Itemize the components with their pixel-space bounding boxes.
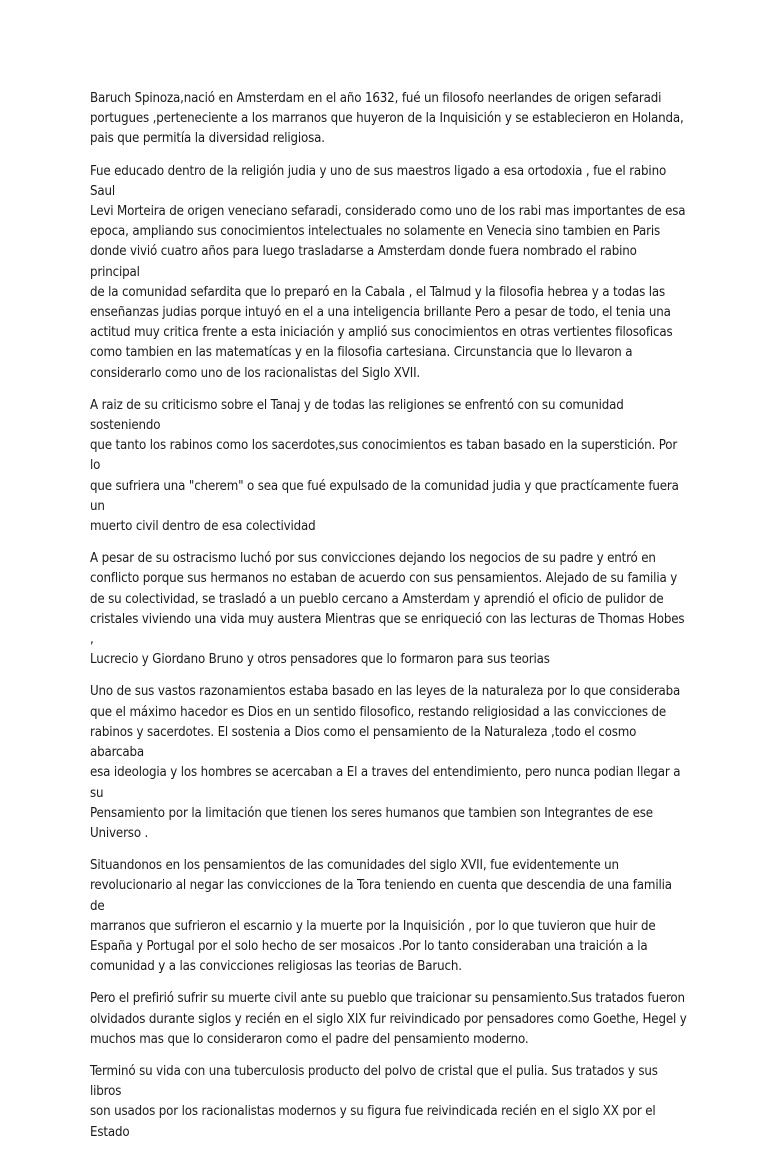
paragraph-education: Fue educado dentro de la religión judia y uno de sus maestros ligado a esa ortodoxia , fue el rabino Saul Levi Morteira de origen veneciano sefaradi, considerado como uno de los rabi mas importantes de esa epoca, ampliando sus conocimientos intelectuales no solamente en Venecia sino tambien en Paris donde vivió cuatro años para luego trasladarse a Amsterdam donde fuera nombrado el rabino principal de la comunidad sefardita que lo preparó en la Cabala , el Talmud y la filosofia hebrea y a todas las enseñanzas judias porque intuyó en el a una inteligencia brillante Pero a pesar de todo, el tenia una actitud muy critica frente a esta iniciación y amplió sus conocimientos en otras vertientes filosoficas como tambien en las matematícas y en la filosofia cartesiana. Circunstancia que lo llevaron a considerarlo como uno de los racionalistas del Siglo XVII. [90,163,686,381]
paragraph-death: Terminó su vida con una tuberculosis producto del polvo de cristal que el pulia. Sus tratados y sus libros son usados por los racionalistas modernos y su figura fue reivindicada recién en el siglo XX por el Estado [90,1063,658,1140]
paragraph-legacy: Pero el prefirió sufrir su muerte civil ante su pueblo que traicionar su pensamiento.Sus tratados fueron olvidados durante siglos y recién en el siglo XIX fur reivindicado por pensadores como Goethe, Hegel y muchos mas que lo consideraron como el padre del pensamiento moderno. [90,991,687,1047]
paragraph-revolutionary: Situandonos en los pensamientos de las comunidades del siglo XVII, fue evidentemente un revolucionario al negar las convicciones de la Tora teniendo en cuenta que descendia de una familia de marranos que sufrieron el escarnio y la muerte por la Inquisición , por lo que tuvieron que huir de España y Portugal por el solo hecho de ser mosaicos .Por lo tanto consideraban una traición a la comunidad y a las convicciones religiosas las teorias de Baruch. [90,858,672,975]
paragraph-criticism: A raiz de su criticismo sobre el Tanaj y de todas las religiones se enfrentó con su comunidad sosteniendo que tanto los rabinos como los sacerdotes,sus conocimientos es taban basado en la superstición. Por lo que sufriera una "cherem" o sea que fué expulsado de la comunidad judia y que practícamente fuera un muerto civil dentro de esa colectividad [90,397,679,535]
paragraph-nature: Uno de sus vastos razonamientos estaba basado en las leyes de la naturaleza por lo que consideraba que el máximo hacedor es Dios en un sentido filosofico, restando religiosidad a las convicciones de rabinos y sacerdotes. El sostenia a Dios como el pensamiento de la Naturaleza ,todo el cosmo abarcaba esa ideologia y los hombres se acercaban a El a traves del entendimiento, pero nunca podian llegar a su Pensamiento por la limitación que tienen los seres humanos que tambien son Integrantes de ese Universo . [90,684,681,841]
paragraph-birth: Baruch Spinoza,nació en Amsterdam en el año 1632, fué un filosofo neerlandes de origen sefaradi portugues ,perteneciente a los marranos que huyeron de la Inquisición y se establecieron en Holanda, pais que permitía la diversidad religiosa. [90,91,684,147]
paragraph-ostracism: A pesar de su ostracismo luchó por sus convicciones dejando los negocios de su padre y entró en conflicto porque sus hermanos no estaban de acuerdo con sus pensamientos. Alejado de su familia y de su colectividad, se trasladó a un pueblo cercano a Amsterdam y aprendió el oficio de pulidor de cristales viviendo una vida muy austera Mientras que se enriqueció con las lecturas de Thomas Hobes , Lucrecio y Giordano Bruno y otros pensadores que lo formaron para sus teorias [90,551,685,668]
document-body [90,89,690,1155]
